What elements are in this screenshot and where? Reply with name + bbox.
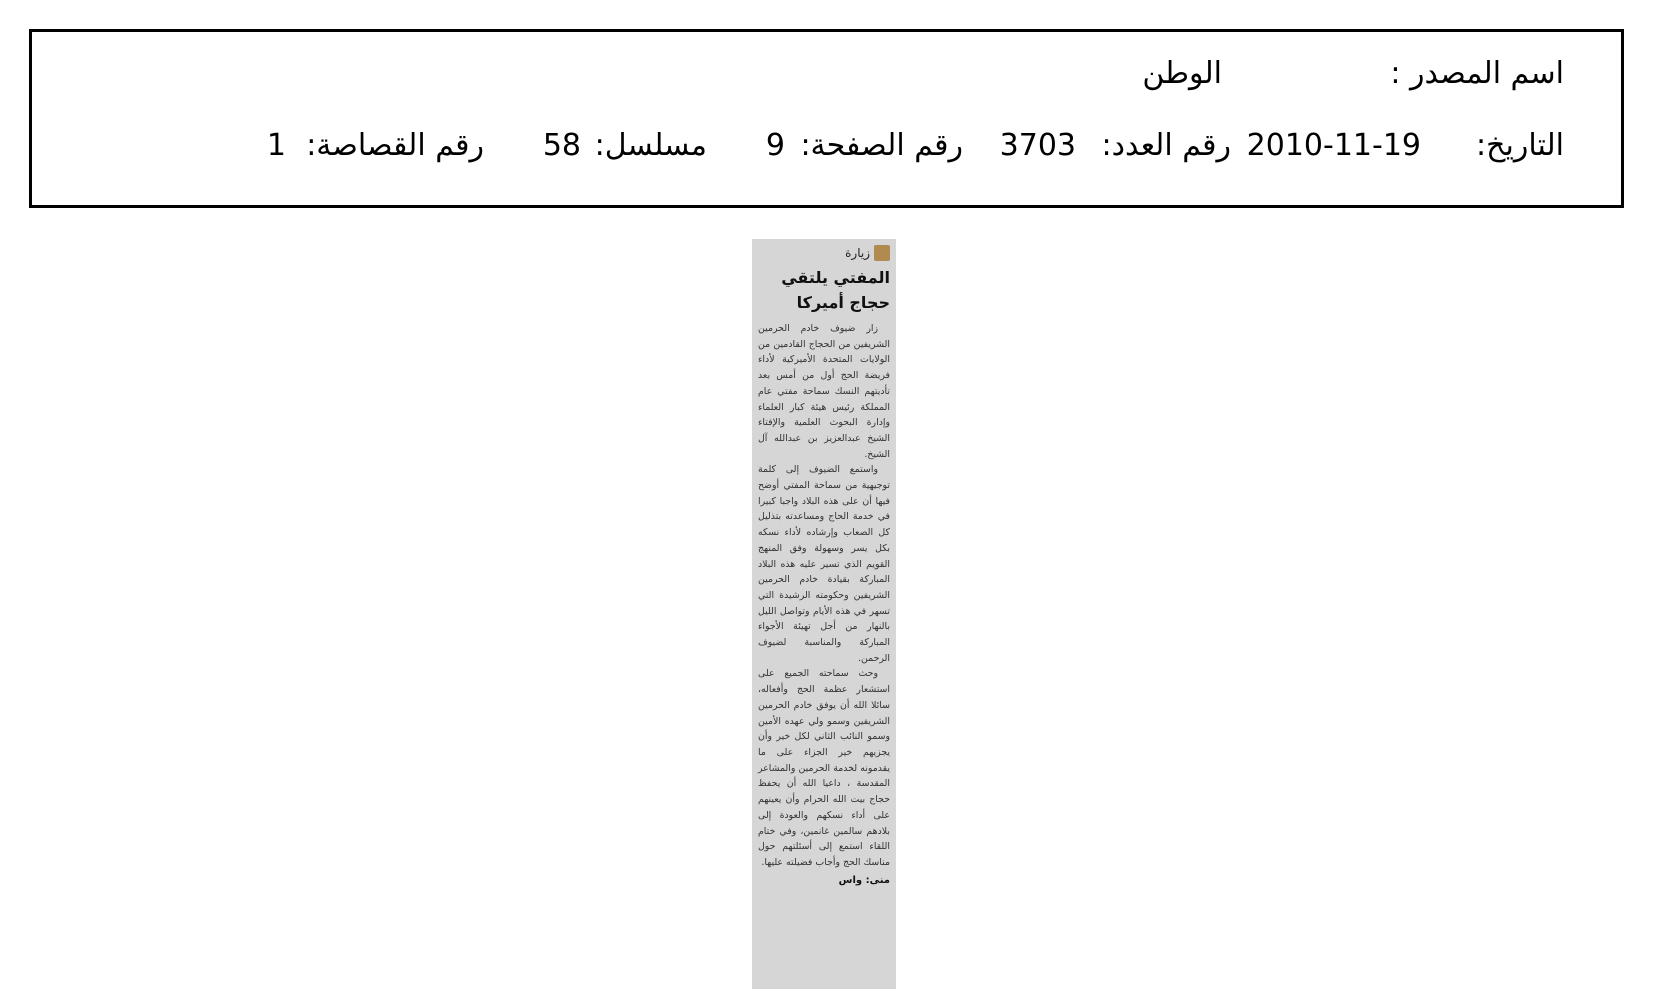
date-value: 2010-11-19 — [1246, 128, 1421, 163]
metadata-box — [29, 29, 1624, 208]
source-label: اسم المصدر : — [1390, 56, 1564, 91]
issue-label: رقم العدد: — [1101, 128, 1231, 163]
serial-label: مسلسل: — [594, 128, 707, 163]
newspaper-clipping — [752, 239, 896, 989]
article-headline — [758, 265, 890, 315]
page-value: 9 — [765, 128, 785, 163]
tag-square-icon — [874, 245, 890, 261]
page-label: رقم الصفحة: — [800, 128, 963, 163]
article-paragraph: زار ضيوف خادم الحرمين الشريفين من الحجاج القادمين من الولايات المتحدة الأميركية لأداء فريضة الحج أول من أمس بعد تأديتهم النسك سماحة مفتي عام المملكة رئيس هيئة كبار العلماء وإدارة البحوث العلمية والإفتاء الشيخ عبدالعزيز بن عبدالله آل الشيخ. — [758, 323, 890, 460]
source-value: الوطن — [1142, 56, 1222, 91]
article-source: منى: واس — [838, 874, 890, 886]
headline-line-2: حجاج أميركا — [796, 293, 890, 312]
section-tag-label: زيارة — [845, 246, 870, 260]
article-body — [758, 321, 890, 871]
clip-number-value: 1 — [266, 128, 286, 163]
issue-value: 3703 — [999, 128, 1076, 163]
article-paragraph: واستمع الضيوف إلى كلمة توجيهية من سماحة المفتي أوضح فيها أن على هذه البلاد واجبا كبيرا في خدمة الحاج ومساعدته بتذليل كل الصعاب وإرشاده لأداء نسكه بكل يسر وسهولة وفق المنهج القويم الذي تسير عليه هذه البلاد المباركة بقيادة خادم الحرمين الشريفين وحكومته الرشيدة التي تسهر في هذه الأيام وتواصل الليل بالنهار من أجل تهيئة الأجواء المباركة والمناسبة لضيوف الرحمن. — [758, 464, 890, 664]
clip-number-label: رقم القصاصة: — [306, 128, 484, 163]
date-label: التاريخ: — [1476, 128, 1564, 163]
serial-value: 58 — [542, 128, 581, 163]
article-paragraph: وحث سماحته الجميع على استشعار عظمة الحج وأفعاله، سائلا الله أن يوفق خادم الحرمين الشريفين وسمو ولي عهده الأمين وسمو النائب الثاني لكل خير وأن يجزيهم خير الجزاء على ما يقدمونه لخدمة الحرمين والمشاعر المقدسة ، داعيا الله أن يحفظ حجاج بيت الله الحرام وأن يعينهم على أداء نسكهم والعودة إلى بلادهم سالمين غانمين، وفي ختام اللقاء استمع إلى أسئلتهم حول مناسك الحج وأجاب فضيلته عليها. — [758, 668, 890, 868]
headline-line-1: المفتي يلتقي — [781, 268, 890, 287]
section-tag — [758, 245, 890, 261]
